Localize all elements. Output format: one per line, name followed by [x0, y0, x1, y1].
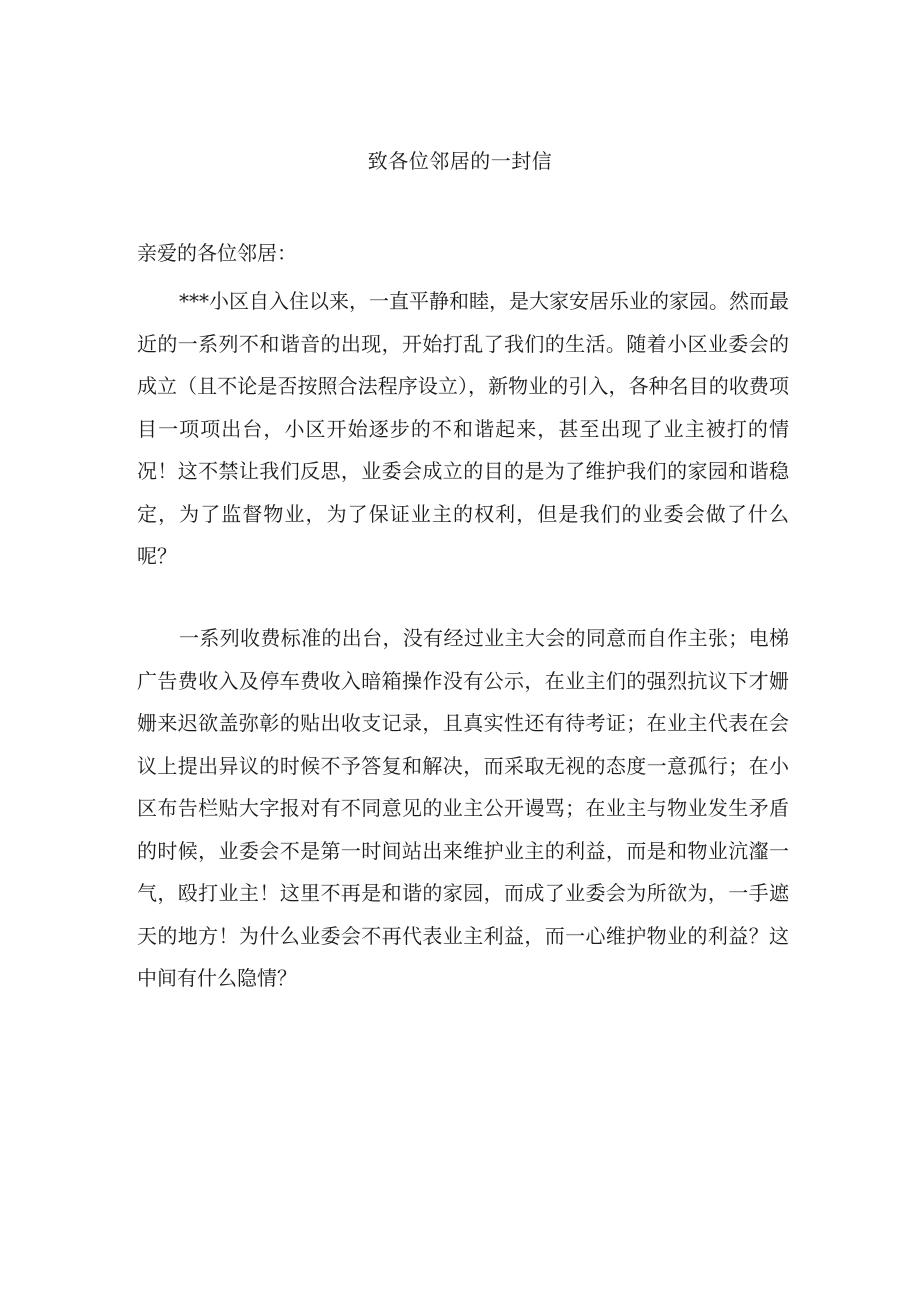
salutation: 亲爱的各位邻居：	[137, 241, 297, 265]
document-title: 致各位邻居的一封信	[367, 149, 553, 173]
paragraph-2: 一系列收费标准的出台，没有经过业主大会的同意而自作主张；电梯广告费收入及停车费收入暗箱操作没有公示，在业主们的强烈抗议下才姗姗来迟欲盖弥彰的贴出收支记录，且真实性还有待考证；在业主代表在会议上提出异议的时候不予答复和解决，而采取无视的态度一意孤行；在小区布告栏贴大字报对有不同意见的业主公开谩骂；在业主与物业发生矛盾的时候，业委会不是第一时间站出来维护业主的利益，而是和物业沆瀣一气，殴打业主！这里不再是和谐的家园，而成了业委会为所欲为，一手遮天的地方！为什么业委会不再代表业主利益，而一心维护物业的利益？这中间有什么隐情？	[137, 626, 789, 990]
paragraph-1: ***小区自入住以来，一直平静和睦，是大家安居乐业的家园。然而最近的一系列不和谐音的出现，开始打乱了我们的生活。随着小区业委会的成立（且不论是否按照合法程序设立），新物业的引入，各种名目的收费项目一项项出台，小区开始逐步的不和谐起来，甚至出现了业主被打的情况！这不禁让我们反思，业委会成立的目的是为了维护我们的家园和谐稳定，为了监督物业，为了保证业主的权利，但是我们的业委会做了什么呢？	[137, 289, 789, 568]
